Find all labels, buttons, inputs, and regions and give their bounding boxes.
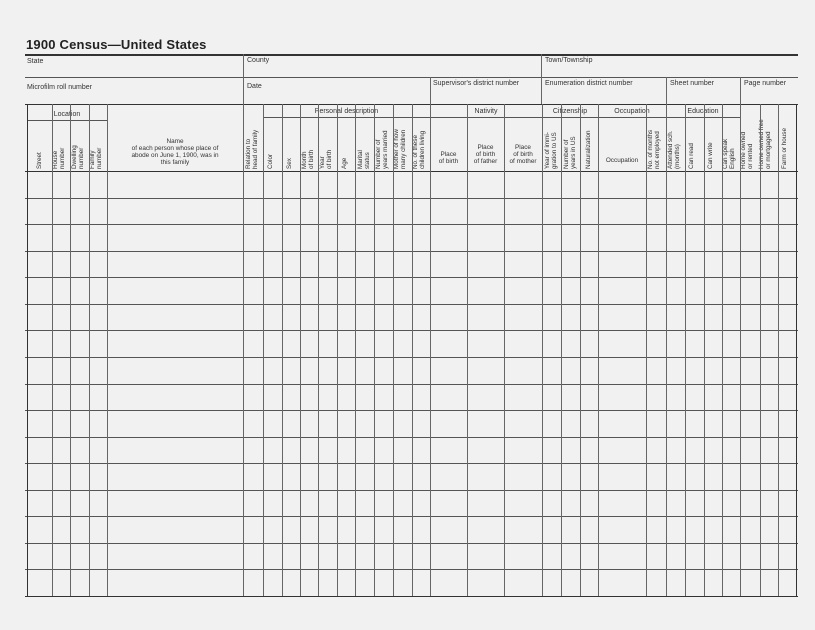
column-rule <box>561 104 562 596</box>
col-color: Color <box>267 153 274 169</box>
table-row[interactable] <box>27 543 795 570</box>
column-rule <box>263 104 264 596</box>
column-rule <box>300 104 301 596</box>
column-rule <box>412 104 413 596</box>
rule-group-occupation <box>598 117 666 118</box>
column-rule <box>646 104 647 596</box>
col-home-owned-or-rented: Home owned or rented <box>740 131 754 169</box>
column-rule <box>70 104 71 596</box>
col-house-number: House number <box>52 147 66 169</box>
col-farm-or-house: Farm or house <box>781 128 788 169</box>
column-rule <box>740 104 741 596</box>
col-street: Street <box>36 152 43 169</box>
column-rule <box>704 104 705 596</box>
supervisors-district-field[interactable]: Supervisor's district number <box>433 80 520 87</box>
table-row[interactable] <box>27 516 795 543</box>
column-rule <box>580 104 581 596</box>
column-rule <box>107 104 108 596</box>
microfilm-roll-field[interactable]: Microfilm roll number <box>27 84 92 91</box>
enumeration-district-field[interactable]: Enumeration district number <box>545 80 633 87</box>
table-row[interactable] <box>27 304 795 331</box>
col-can-speak-english: Can speak English <box>722 138 736 169</box>
column-rule <box>598 104 599 596</box>
town-township-field[interactable]: Town/Township <box>545 57 593 64</box>
column-rule <box>666 104 667 596</box>
sep-supervisor-enum <box>541 77 542 104</box>
col-months-not-employed: No. of months not employed <box>647 129 661 169</box>
group-citizenship: Citizenship <box>552 108 588 115</box>
group-location: Location <box>53 111 81 118</box>
col-dwelling-number: Dwelling number <box>71 145 85 169</box>
table-row[interactable] <box>27 463 795 490</box>
group-occupation: Occupation <box>614 108 650 115</box>
col-name: Name of each person whose place of abode on June 1, 1900, was in this family <box>131 138 219 166</box>
column-rule <box>282 104 283 596</box>
table-row[interactable] <box>27 410 795 437</box>
col-age: Age <box>341 157 348 169</box>
col-naturalization: Naturalization <box>585 130 592 169</box>
column-rule <box>374 104 375 596</box>
sep-county-town <box>541 54 542 77</box>
rule-header-mid <box>25 77 798 78</box>
col-children-living: No. of these children living <box>412 130 426 169</box>
column-rule <box>722 104 723 596</box>
sep-date-supervisor <box>430 77 431 104</box>
group-education: Education <box>687 108 719 115</box>
county-field[interactable]: County <box>247 57 270 64</box>
column-rule <box>318 104 319 596</box>
col-marital-status: Marital status <box>357 150 371 169</box>
form-title: 1900 Census—United States <box>26 37 207 52</box>
column-rule <box>337 104 338 596</box>
sep-enum-sheet <box>666 77 667 104</box>
group-personal-description: Personal description <box>314 108 379 115</box>
table-row[interactable] <box>27 437 795 464</box>
table-row[interactable] <box>27 569 795 596</box>
column-rule <box>89 104 90 596</box>
page-number-field[interactable]: Page number <box>744 80 787 87</box>
column-rule <box>542 104 543 596</box>
rule-group-personal <box>263 117 430 118</box>
sheet-number-field[interactable]: Sheet number <box>670 80 714 87</box>
column-rule <box>27 104 28 596</box>
rule-group-education <box>666 117 740 118</box>
rule-group-citizenship <box>542 117 598 118</box>
table-row[interactable] <box>27 357 795 384</box>
table-row[interactable] <box>27 277 795 304</box>
column-rule <box>467 104 468 596</box>
col-year-of-immigration: Year of immi- gration to US <box>544 132 558 169</box>
col-family-number: Family number <box>89 147 103 169</box>
table-row[interactable] <box>27 171 795 198</box>
column-rule <box>52 104 53 596</box>
state-field[interactable]: State <box>27 58 44 65</box>
col-attended-school: Attended sch. (months) <box>667 130 681 169</box>
col-month-of-birth: Month of birth <box>301 149 315 169</box>
col-place-of-birth-father: Place of birth of father <box>473 144 498 165</box>
column-rule <box>430 104 431 596</box>
row-rule <box>25 596 798 597</box>
table-row[interactable] <box>27 198 795 225</box>
col-mother-of-how-many: Mother of how many children <box>393 129 407 169</box>
col-place-of-birth-mother: Place of birth of mother <box>509 144 537 165</box>
col-can-read: Can read <box>688 143 695 169</box>
col-occupation: Occupation <box>605 157 639 164</box>
col-relation: Relation to head of family <box>245 129 259 169</box>
column-rule <box>685 104 686 596</box>
column-rule <box>393 104 394 596</box>
sep-sheet-page <box>740 77 741 104</box>
column-rule <box>796 104 797 596</box>
col-years-in-us: Number of years in US <box>563 136 577 169</box>
column-rule <box>778 104 779 596</box>
col-year-of-birth: Year of birth <box>319 149 333 169</box>
table-row[interactable] <box>27 330 795 357</box>
table-row[interactable] <box>27 224 795 251</box>
sep-state-county <box>243 54 244 104</box>
rule-group-nativity <box>430 117 542 118</box>
table-row[interactable] <box>27 251 795 278</box>
table-row[interactable] <box>27 490 795 517</box>
column-rule <box>760 104 761 596</box>
date-field[interactable]: Date <box>247 83 262 90</box>
column-rule <box>504 104 505 596</box>
table-row[interactable] <box>27 384 795 411</box>
column-rule <box>243 104 244 596</box>
col-home-owned-free: Home owned free or mortgaged <box>758 119 772 169</box>
group-nativity: Nativity <box>474 108 498 115</box>
rule-group-location <box>27 120 107 121</box>
col-can-write: Can write <box>707 142 714 169</box>
col-sex: Sex <box>286 158 293 169</box>
rule-top <box>25 54 798 56</box>
column-rule <box>355 104 356 596</box>
col-place-of-birth: Place of birth <box>438 151 459 165</box>
col-years-married: Number of years married <box>375 130 389 169</box>
